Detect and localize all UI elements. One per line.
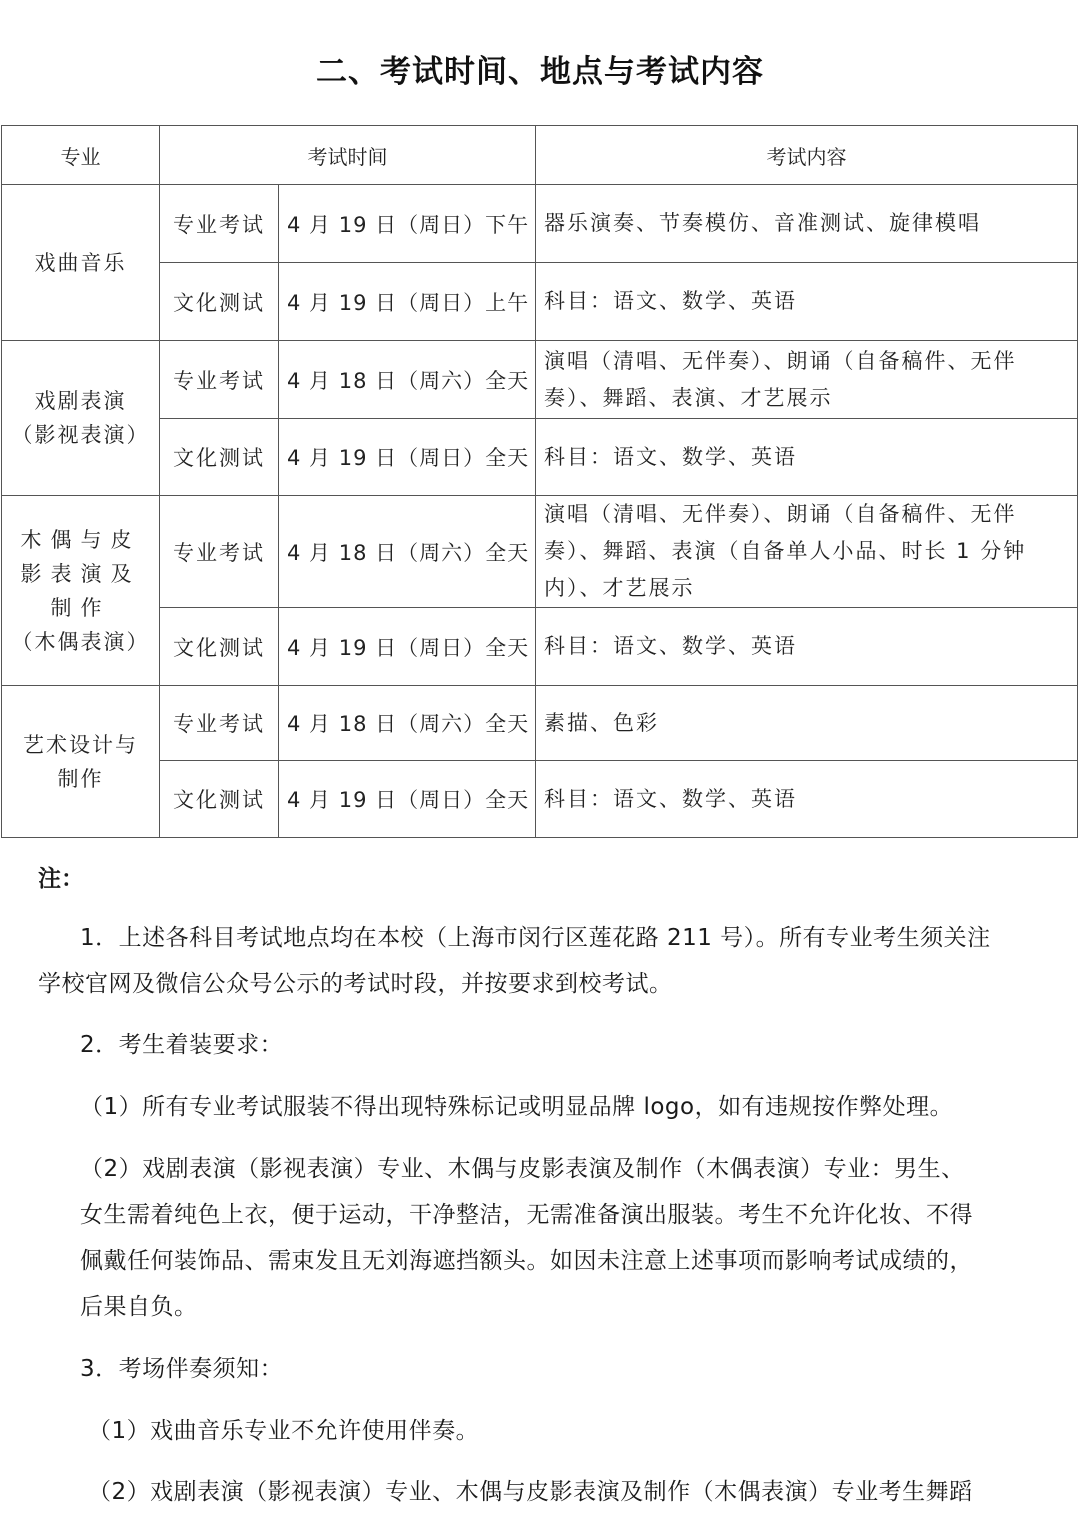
exam-schedule-table xyxy=(1,125,1078,838)
table-row xyxy=(2,341,1078,419)
note-2-sub-2-line-4: 后果自负。 xyxy=(80,1294,198,1320)
exam-type-cell: 专业考试 xyxy=(160,496,279,608)
header-exam-content: 考试内容 xyxy=(536,126,1078,185)
note-1-line-2: 学校官网及微信公众号公示的考试时段，并按要求到校考试。 xyxy=(38,971,673,997)
header-exam-time: 考试时间 xyxy=(160,126,536,185)
exam-date-cell: 4 月 19 日（周日）全天 xyxy=(279,608,536,686)
table-row xyxy=(2,185,1078,263)
exam-date-cell: 4 月 19 日（周日）全天 xyxy=(279,761,536,838)
major-line: 影表演及 xyxy=(20,561,141,586)
exam-type-cell: 专业考试 xyxy=(160,686,279,761)
exam-content-cell: 科目：语文、数学、英语 xyxy=(536,608,1078,686)
exam-content-cell: 素描、色彩 xyxy=(536,686,1078,761)
table-row xyxy=(2,496,1078,608)
note-2-sub-2-line-2: 女生需着纯色上衣，便于运动，干净整洁，无需准备演出服装。考生不允许化妆、不得 xyxy=(80,1202,973,1228)
exam-content-cell: 科目：语文、数学、英语 xyxy=(536,263,1078,341)
table-row xyxy=(2,761,1078,838)
exam-type-cell: 文化测试 xyxy=(160,761,279,838)
page-title: 二、考试时间、地点与考试内容 xyxy=(316,54,764,90)
exam-date-cell: 4 月 19 日（周日）下午 xyxy=(279,185,536,263)
note-3-sub-2-line-1: （2）戏剧表演（影视表演）专业、木偶与皮影表演及制作（木偶表演）专业考生舞蹈 xyxy=(88,1479,973,1505)
note-2-title: 2．考生着装要求： xyxy=(80,1032,284,1058)
exam-date-cell: 4 月 18 日（周六）全天 xyxy=(279,341,536,419)
note-2-sub-2-line-3: 佩戴任何装饰品、需束发且无刘海遮挡额头。如因未注意上述事项而影响考试成绩的， xyxy=(80,1248,973,1274)
exam-content-cell: 科目：语文、数学、英语 xyxy=(536,419,1078,496)
table-header-row xyxy=(2,126,1078,185)
major-cell-xiqu-music: 戏曲音乐 xyxy=(2,185,160,341)
major-cell-drama-performance xyxy=(2,341,160,496)
exam-content-cell: 器乐演奏、节奏模仿、音准测试、旋律模唱 xyxy=(536,185,1078,263)
exam-type-cell: 文化测试 xyxy=(160,419,279,496)
note-1-line-1: 1．上述各科目考试地点均在本校（上海市闵行区莲花路 211 号）。所有专业考生须关注 xyxy=(80,925,991,951)
exam-type-cell: 专业考试 xyxy=(160,185,279,263)
exam-content-cell: 演唱（清唱、无伴奏）、朗诵（自备稿件、无伴奏）、舞蹈、表演（自备单人小品、时长 1 分钟内）、才艺展示 xyxy=(536,496,1078,608)
note-3-title: 3．考场伴奏须知： xyxy=(80,1356,284,1382)
exam-type-cell: 文化测试 xyxy=(160,608,279,686)
exam-date-cell: 4 月 18 日（周六）全天 xyxy=(279,496,536,608)
major-line: 木偶与皮 xyxy=(20,527,141,552)
major-line: 制作 xyxy=(57,766,104,791)
major-line: 艺术设计与 xyxy=(23,732,138,757)
major-line: 戏剧表演 xyxy=(34,389,127,413)
exam-content-cell: 科目：语文、数学、英语 xyxy=(536,761,1078,838)
table-row xyxy=(2,263,1078,341)
note-2-sub-2-line-1: （2）戏剧表演（影视表演）专业、木偶与皮影表演及制作（木偶表演）专业：男生、 xyxy=(80,1156,965,1182)
table-row xyxy=(2,608,1078,686)
exam-date-cell: 4 月 19 日（周日）全天 xyxy=(279,419,536,496)
major-cell-puppetry xyxy=(2,496,160,686)
major-line: 制作 xyxy=(50,595,111,620)
table-row xyxy=(2,686,1078,761)
exam-date-cell: 4 月 18 日（周六）全天 xyxy=(279,686,536,761)
major-line: （影视表演） xyxy=(11,423,150,447)
header-major: 专业 xyxy=(2,126,160,185)
note-3-sub-1: （1）戏曲音乐专业不允许使用伴奏。 xyxy=(88,1418,480,1444)
note-2-sub-1: （1）所有专业考试服装不得出现特殊标记或明显品牌 logo，如有违规按作弊处理。 xyxy=(80,1094,954,1120)
exam-type-cell: 专业考试 xyxy=(160,341,279,419)
exam-type-cell: 文化测试 xyxy=(160,263,279,341)
exam-date-cell: 4 月 19 日（周日）上午 xyxy=(279,263,536,341)
notes-heading: 注： xyxy=(38,866,84,892)
major-line: （木偶表演） xyxy=(11,629,150,654)
exam-content-cell: 演唱（清唱、无伴奏）、朗诵（自备稿件、无伴奏）、舞蹈、表演、才艺展示 xyxy=(536,341,1078,419)
table-row xyxy=(2,419,1078,496)
major-cell-art-design xyxy=(2,686,160,838)
